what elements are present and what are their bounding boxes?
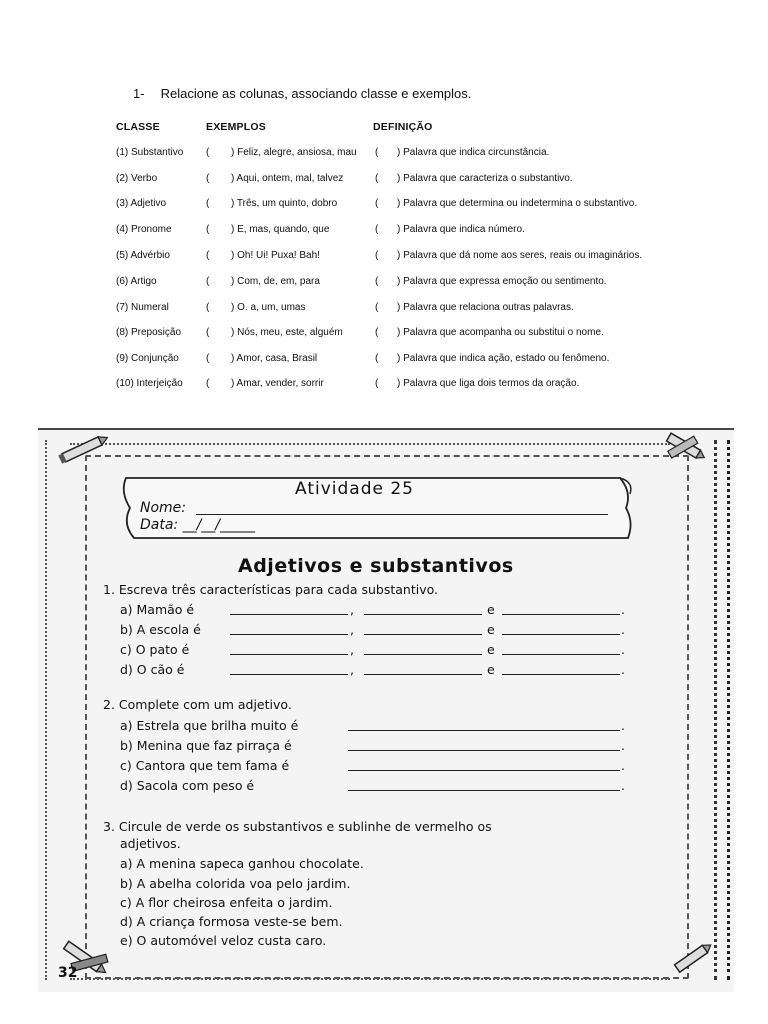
dotted-border-right: [714, 440, 717, 980]
table-row: [0, 147, 768, 165]
answer-paren[interactable]: (: [206, 147, 210, 158]
dotted-border-right-outer: [727, 440, 730, 980]
classe-cell: (3) Adjetivo: [116, 198, 167, 209]
exemplo-cell: ) Oh! Ui! Puxa! Bah!: [231, 250, 320, 261]
period-mark: .: [621, 758, 625, 773]
answer-paren[interactable]: (: [375, 327, 379, 338]
classe-cell: (1) Substantivo: [116, 147, 184, 158]
q3-item-a: a) A menina sapeca ganhou chocolate.: [120, 856, 364, 871]
period-mark: .: [621, 602, 625, 617]
answer-blank[interactable]: [348, 770, 620, 771]
definicao-cell: ) Palavra que dá nome aos seres, reais ou imaginários.: [397, 250, 643, 261]
q3-item-e: e) O automóvel veloz custa caro.: [120, 933, 327, 948]
question-2-prompt: 2. Complete com um adjetivo.: [103, 697, 292, 712]
table-row: [0, 327, 768, 345]
q3-item-d: d) A criança formosa veste-se bem.: [120, 914, 343, 929]
answer-paren[interactable]: (: [206, 353, 210, 364]
comma-mark: ,: [350, 642, 354, 657]
question-1-prompt: 1. Escreva três características para cada substantivo.: [103, 582, 439, 597]
answer-blank[interactable]: [230, 674, 348, 675]
q1-item-d: d) O cão é: [120, 662, 185, 677]
comma-mark: ,: [350, 602, 354, 617]
answer-blank[interactable]: [230, 634, 348, 635]
period-mark: .: [621, 738, 625, 753]
exemplo-cell: ) Amor, casa, Brasil: [231, 353, 318, 364]
answer-blank[interactable]: [230, 614, 348, 615]
table-row: [0, 353, 768, 371]
q1-item-b: b) A escola é: [120, 622, 201, 637]
table-row: [0, 302, 768, 320]
answer-paren[interactable]: (: [375, 353, 379, 364]
exemplo-cell: ) Aqui, ontem, mal, talvez: [231, 173, 344, 184]
definicao-cell: ) Palavra que acompanha ou substitui o nome.: [397, 327, 604, 338]
activity-title: Atividade 25: [295, 479, 414, 499]
exercise-instruction-text: Relacione as colunas, associando classe e exemplos.: [160, 86, 472, 101]
answer-paren[interactable]: (: [375, 250, 379, 261]
and-mark: e: [487, 642, 495, 657]
q2-item-a: a) Estrela que brilha muito é: [120, 718, 299, 733]
q2-item-c: c) Cantora que tem fama é: [120, 758, 290, 773]
dotted-border-left: [45, 440, 47, 980]
definicao-cell: ) Palavra que indica circunstância.: [397, 147, 550, 158]
answer-paren[interactable]: (: [375, 276, 379, 287]
worksheet-title: Adjetivos e substantivos: [238, 555, 514, 577]
classe-cell: (10) Interjeição: [116, 378, 183, 389]
q1-item-a: a) Mamão é: [120, 602, 195, 617]
answer-blank[interactable]: [348, 750, 620, 751]
exercise-number: 1-: [133, 86, 145, 101]
comma-mark: ,: [350, 622, 354, 637]
definicao-cell: ) Palavra que indica ação, estado ou fenômeno.: [397, 353, 610, 364]
q1-item-c: c) O pato é: [120, 642, 190, 657]
header-definicao: DEFINIÇÃO: [373, 121, 433, 133]
q3-item-c: c) A flor cheirosa enfeita o jardim.: [120, 895, 333, 910]
answer-blank[interactable]: [364, 614, 482, 615]
answer-paren[interactable]: (: [206, 302, 210, 313]
exemplo-cell: ) Feliz, alegre, ansiosa, mau: [231, 147, 357, 158]
exemplo-cell: ) E, mas, quando, que: [231, 224, 330, 235]
answer-paren[interactable]: (: [206, 276, 210, 287]
question-3-prompt: 3. Circule de verde os substantivos e sublinhe de vermelho os: [103, 819, 492, 834]
answer-paren[interactable]: (: [375, 147, 379, 158]
data-label[interactable]: Data: __/__/_____: [140, 517, 256, 533]
table-row: [0, 173, 768, 191]
table-row: [0, 250, 768, 268]
pencil-icon: [660, 430, 710, 464]
classe-cell: (2) Verbo: [116, 173, 158, 184]
answer-blank[interactable]: [348, 730, 620, 731]
and-mark: e: [487, 622, 495, 637]
definicao-cell: ) Palavra que expressa emoção ou sentimento.: [397, 276, 607, 287]
definicao-cell: ) Palavra que indica número.: [397, 224, 525, 235]
period-mark: .: [621, 662, 625, 677]
definicao-cell: ) Palavra que caracteriza o substantivo.: [397, 173, 573, 184]
period-mark: .: [621, 622, 625, 637]
answer-paren[interactable]: (: [375, 198, 379, 209]
answer-paren[interactable]: (: [206, 378, 210, 389]
classe-cell: (6) Artigo: [116, 276, 157, 287]
table-row: [0, 198, 768, 216]
answer-blank[interactable]: [348, 790, 620, 791]
answer-blank[interactable]: [502, 614, 620, 615]
answer-blank[interactable]: [364, 654, 482, 655]
definicao-cell: ) Palavra que determina ou indetermina o substantivo.: [397, 198, 638, 209]
answer-paren[interactable]: (: [375, 302, 379, 313]
answer-paren[interactable]: (: [375, 224, 379, 235]
table-row: [0, 224, 768, 242]
table-row: [0, 276, 768, 294]
and-mark: e: [487, 662, 495, 677]
answer-blank[interactable]: [502, 654, 620, 655]
comma-mark: ,: [350, 662, 354, 677]
classe-cell: (9) Conjunção: [116, 353, 179, 364]
nome-label: Nome:: [140, 500, 187, 516]
answer-paren[interactable]: (: [375, 173, 379, 184]
answer-paren[interactable]: (: [206, 327, 210, 338]
exemplo-cell: ) Amar, vender, sorrir: [231, 378, 324, 389]
answer-paren[interactable]: (: [206, 173, 210, 184]
period-mark: .: [621, 778, 625, 793]
definicao-cell: ) Palavra que liga dois termos da oração.: [397, 378, 580, 389]
nome-input-line[interactable]: [196, 514, 608, 515]
answer-blank[interactable]: [502, 674, 620, 675]
period-mark: .: [621, 718, 625, 733]
classe-cell: (7) Numeral: [116, 302, 169, 313]
exemplo-cell: ) Nós, meu, este, alguém: [231, 327, 343, 338]
answer-paren[interactable]: (: [206, 224, 210, 235]
classe-cell: (4) Pronome: [116, 224, 172, 235]
exemplo-cell: ) O. a, um, umas: [231, 302, 306, 313]
header-classe: CLASSE: [116, 121, 160, 133]
and-mark: e: [487, 602, 495, 617]
q3-item-b: b) A abelha colorida voa pelo jardim.: [120, 876, 351, 891]
exercise-instruction: [133, 86, 471, 101]
header-exemplos: EXEMPLOS: [206, 121, 266, 133]
period-mark: .: [621, 642, 625, 657]
pencil-icon: [56, 432, 112, 466]
answer-blank[interactable]: [502, 634, 620, 635]
q2-item-b: b) Menina que faz pirraça é: [120, 738, 292, 753]
exemplo-cell: ) Três, um quinto, dobro: [231, 198, 338, 209]
classe-cell: (8) Preposição: [116, 327, 182, 338]
page-number: 32: [58, 965, 78, 981]
question-3-prompt-cont: adjetivos.: [120, 836, 181, 851]
exemplo-cell: ) Com, de, em, para: [231, 276, 320, 287]
answer-paren[interactable]: (: [206, 250, 210, 261]
classe-cell: (5) Advérbio: [116, 250, 170, 261]
answer-paren[interactable]: (: [206, 198, 210, 209]
table-row: [0, 378, 768, 396]
dotted-border-top: [70, 443, 670, 445]
definicao-cell: ) Palavra que relaciona outras palavras.: [397, 302, 574, 313]
answer-blank[interactable]: [364, 634, 482, 635]
q2-item-d: d) Sacola com peso é: [120, 778, 255, 793]
answer-blank[interactable]: [230, 654, 348, 655]
answer-blank[interactable]: [364, 674, 482, 675]
answer-paren[interactable]: (: [375, 378, 379, 389]
pencil-icon: [670, 940, 716, 976]
